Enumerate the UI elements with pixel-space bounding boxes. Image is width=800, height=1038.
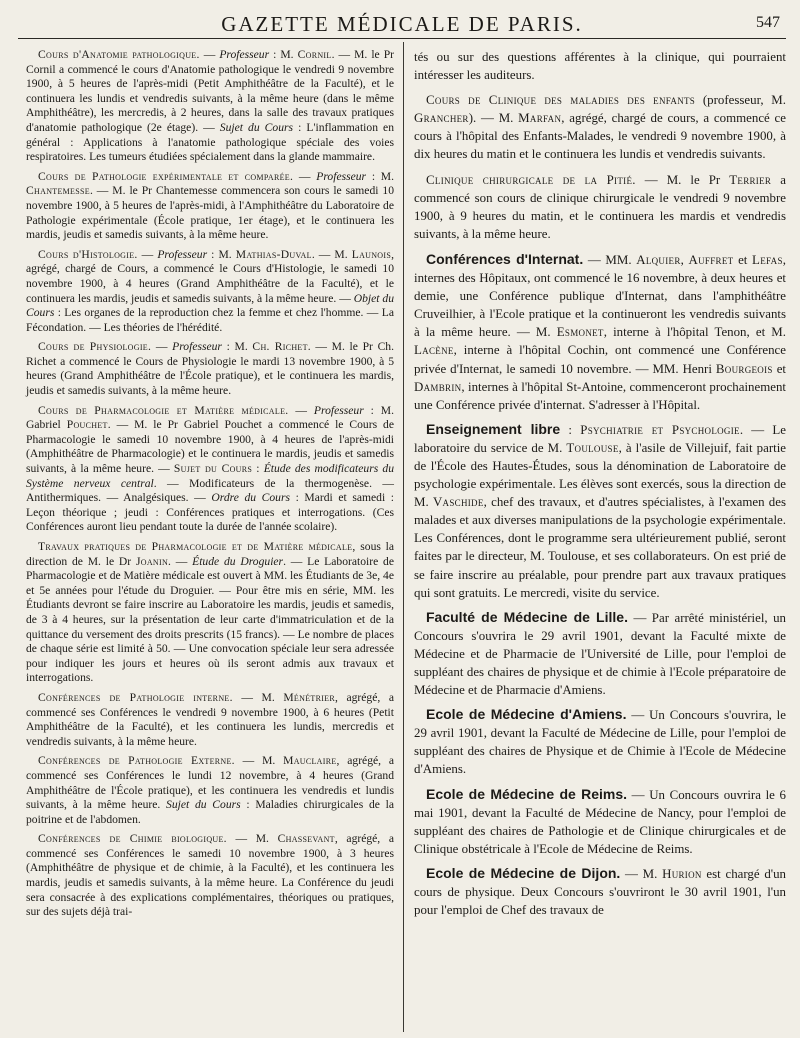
text-run: — M. le Pr <box>635 172 730 187</box>
text-run: Psychiatrie et Psychologie <box>580 422 740 437</box>
announcement-paragraph <box>26 754 394 827</box>
right-column <box>414 48 786 925</box>
text-run: Cours de Physiologie. <box>38 340 152 354</box>
text-run: — M. <box>226 832 278 846</box>
text-run: . — Le laboratoire du service de M. <box>414 422 787 455</box>
announcement-paragraph <box>26 691 394 749</box>
text-run: Dambrin <box>414 379 462 394</box>
text-run: Joanin <box>135 554 169 568</box>
text-run: Toulouse <box>566 440 619 455</box>
announcement-paragraph <box>414 91 786 163</box>
text-run: , agrégé, a commencé ses Conférences le vendredi 9 novembre 1900, à 6 heures (Petit Amphithéâtre de la Faculté), et les continuera les lundis, mercredis et vendredis suivants, à la même heure. <box>26 690 394 748</box>
text-run: Esmonet <box>556 325 604 340</box>
text-run: . — Modificateurs de la thermogenèse. — Antithermiques. — Analgésiques. — <box>26 476 394 505</box>
section-heading: Ecole de Médecine de Reims. <box>426 785 628 802</box>
section-heading: Enseignement libre <box>426 420 561 437</box>
text-run: sous la direction de M. le Dr <box>26 540 394 568</box>
announcement-paragraph <box>414 48 786 84</box>
text-run: Auffret <box>688 252 734 267</box>
text-run: Cours d'Histologie. <box>38 247 138 261</box>
text-run: : Mardi et samedi : Leçon théorique ; jeudi : Conférences pratiques et interrogations. (Ces Conférences auront lieu pendant toute la durée de l'année scolaire). <box>26 491 394 534</box>
text-run: et <box>733 252 753 267</box>
text-run: Chantemesse <box>26 184 90 198</box>
text-run: — <box>199 48 220 61</box>
text-run: Chassevant <box>277 832 335 846</box>
text-run: , interne à l'hôpital Cochin, ont commencé une Conférence privée d'Internat, le samedi 10 novembre. — MM. Henri <box>414 343 786 376</box>
text-run: — Un Concours ouvrira le 6 mai 1901, devant la Faculté de Médecine de Nancy, pour l'emploi de suppléant des chaires de Pathologie et de Clinique chirurgicales et de Clinique obstétricale à l'Ecole de Médecine de Reims. <box>414 787 786 856</box>
text-run: , internes des Hôpitaux, ont commencé le 16 novembre, à deux heures et demie, une Conférence publique d'Internat, dans l'amphithéâtre Cruveilhier, à l'Ecole pratique et la continueront les vendredis suivants à la même heure. — M. <box>414 252 786 340</box>
text-run: Professeur <box>157 247 208 261</box>
text-run: : <box>560 422 581 437</box>
text-run: — MM. <box>583 252 637 267</box>
announcement-paragraph <box>26 540 394 686</box>
text-run: : M. <box>207 247 236 261</box>
text-run: — <box>293 169 317 183</box>
text-run: Marfan <box>518 111 562 126</box>
text-run: Cours de Clinique des maladies des enfants <box>426 93 696 108</box>
announcement-paragraph <box>26 340 394 398</box>
text-run: Cornil <box>297 48 332 61</box>
text-run: Grancher <box>414 111 469 126</box>
text-run: , chef des travaux, et d'autres spécialistes, à l'examen des malades et aux diverses manipulations de la psychologie expérimentale. Les Conférences, dont le programme sera ultérieurement publié, seront faites par le directeur, M. Toulouse, et ses collaborateurs. On est prié de se faire inscrire au préalable, pour prendre part aux travaux pratiques qui sont gratuits. Le mercredi, visite du service. <box>414 495 786 600</box>
page-header <box>18 8 786 39</box>
text-run: — M. <box>232 690 284 704</box>
text-run: . — M. le Pr Chantemesse commencera son cours le samedi 10 novembre 1900, à 5 heures de l'après-midi, à l'Amphithéâtre du Laboratoire de Pathologie expérimentale (École pratique, 1er étage), et le continuera les mardis, jeudis et samedis suivants, à la même heure. <box>26 184 394 242</box>
announcement-paragraph <box>414 608 786 699</box>
text-run: Étude du Droguier <box>192 554 284 568</box>
text-run: : M. <box>366 169 395 183</box>
text-run: tés ou sur des questions afférentes à la clinique, qui pourraient intéresser les auditeurs. <box>414 50 786 83</box>
text-run: : M. <box>221 340 253 354</box>
text-run: Ordre du Cours <box>211 491 290 505</box>
text-run: . — <box>168 554 193 568</box>
announcement-paragraph <box>26 248 394 336</box>
announcement-paragraph <box>414 864 786 919</box>
text-run: Sujet du Cours <box>219 120 294 134</box>
announcement-paragraph <box>414 250 786 414</box>
text-run: Professeur <box>313 403 364 417</box>
section-heading: Conférences d'Internat. <box>426 250 584 267</box>
column-divider <box>403 42 404 1032</box>
announcement-paragraph <box>26 404 394 535</box>
text-run: . — M. le Pr Gabriel Pouchet a commencé le Cours de Pharmacologie le samedi 10 novembre 1900, à 4 heures de l'après-midi (Amphithéâtre de Pharmacologie) et le continuera le mardis, jeudis et samedis suivants, à la même heure. — <box>26 418 394 476</box>
text-run: . — M. le Pr Ch. Richet a commencé le Cours de Physiologie le mardi 13 novembre 1900, à 5 heures (Grand Amphithéâtre de l'École pratique), et le continuera les mardis, jeudis et samedis suivants, à la même heure. <box>26 340 394 398</box>
text-run: Vaschide <box>432 495 484 510</box>
announcement-paragraph <box>26 48 394 165</box>
announcement-paragraph <box>26 832 394 920</box>
text-run: . — M. <box>311 247 352 261</box>
text-run: . — Le Laboratoire de Pharmacologie et de Matière médicale est ouvert à MM. les Étudiants de 3e, 4e et 5e années pour l'étude du Droguier. — Pour être mis en série, MM. les Étudiants devront se faire inscrire au Laboratoire les mardis, jeudis et samedis, de 3 à 4 heures, sur la présentation de leur carte d'immatriculation et de la quittance du versement des droits prescrits (15 francs). — Le nombre de places de chaque série est limité à 50. — Une convocation spéciale leur sera adressée pour indiquer les jours et heures où ils seront admis aux travaux et interrogations. <box>26 554 394 685</box>
text-run: — <box>137 247 158 261</box>
text-run: Hurion <box>662 866 702 881</box>
text-run: Étude des modificateurs du Système nerveux central <box>26 462 394 490</box>
text-run: Ménétrier <box>283 690 335 704</box>
text-run: , <box>680 252 689 267</box>
text-run: Conférences de Pathologie Externe. <box>38 754 235 768</box>
text-run: Conférences de Chimie biologique. <box>38 832 227 846</box>
text-run: Objet du Cours <box>26 291 395 320</box>
journal-title: GAZETTE MÉDICALE DE PARIS. <box>221 12 583 36</box>
text-run: : M. <box>269 48 298 61</box>
text-run: Alquier <box>636 252 681 267</box>
text-run: Sujet du Cours <box>173 462 253 476</box>
text-run: — <box>288 403 314 417</box>
text-run: Pouchet <box>66 418 108 432</box>
text-run: — M. <box>234 754 284 768</box>
text-run: , agrégé, a commencé ses Conférences le samedi 10 novembre 1900, à 3 heures (Amphithéâtre de physique et de chimie, à la Faculté), et les continuera les mardis, jeudis et samedis suivants, à la même heure. La Conférence du jeudi sera consacrée à des explications complémentaires, théoriques ou pratiques, sur des sujets déjà trai- <box>26 832 394 919</box>
text-run: Lacène <box>414 343 454 358</box>
text-run: Launois <box>351 247 392 261</box>
section-heading: Faculté de Médecine de Lille. <box>426 608 628 625</box>
announcement-paragraph <box>414 171 786 243</box>
text-run: — M. <box>620 866 663 881</box>
text-run: : Les organes de la reproduction chez la femme et chez l'homme. — La Fécondation. — Les théories de l'hérédité. <box>26 306 394 334</box>
announcement-paragraph <box>414 420 786 602</box>
text-run: , agrégé, a commencé ses Conférences le lundi 12 novembre, à 4 heures (Grand Amphithéâtre de l'École pratique), et les continuera les vendredis et lundis suivants, à la même heure. <box>26 754 394 812</box>
text-run: Professeur <box>219 48 270 61</box>
text-run: : L'inflammation en général : Applications à l'anatomie pathologique spéciale des voies respiratoires. Les tumeurs étudiées spécialement dans la glande mammaire. <box>26 120 394 164</box>
text-run: , agrégé, chargé de cours, a commencé ce cours à l'hôpital des Enfants-Malades, le vendredi 9 novembre 1900, à dix heures du matin et le continuera les lundis et vendredis suivants. <box>414 111 786 162</box>
text-run: — Par arrêté ministériel, un Concours s'ouvrira le 29 avril 1901, devant la Faculté mixte de Médecine et de Pharmacie de l'Université de Lille, pour l'emploi de suppléant des chaires de physique et de chimie à l'Ecole préparatoire de Médecine et de Pharmacie d'Amiens. <box>414 610 786 698</box>
text-run: Conférences de Pathologie interne. <box>38 690 233 704</box>
announcement-paragraph <box>414 705 786 778</box>
text-run: Travaux pratiques de Pharmacologie et de Matière médicale, <box>38 540 356 553</box>
text-run: Clinique chirurgicale de la Pitié. <box>426 172 636 187</box>
text-run: Terrier <box>729 172 772 187</box>
announcement-paragraph <box>26 170 394 243</box>
text-run: Mauclaire <box>283 754 337 768</box>
text-run: , à l'asile de Villejuif, fait partie de l'École des Hautes-Études, sous la dénomination de Laboratoire de psychologie expérimentale. Les élèves sont exercés, sous la direction de M. <box>414 440 786 510</box>
text-run: Cours de Pathologie expérimentale et comparée. <box>38 169 294 183</box>
section-heading: Ecole de Médecine de Dijon. <box>426 864 621 881</box>
section-heading: Ecole de Médecine d'Amiens. <box>426 706 627 723</box>
text-run: ). — M. <box>468 111 519 126</box>
text-run: : Maladies chirurgicales de la poitrine et de l'abdomen. <box>26 798 394 826</box>
announcement-paragraph <box>414 785 786 858</box>
text-run: a commencé son cours de clinique chirurgicale le vendredi 9 novembre 1900, à 9 heures du matin, et le continuera les mardis et vendredis suivants, à la même heure. <box>414 172 786 241</box>
text-run: , interne à l'hôpital Tenon, et M. <box>603 325 786 340</box>
left-column <box>26 48 394 925</box>
text-run: . — M. le Pr Cornil a commencé le cours d'Anatomie pathologique le vendredi 9 novembre 1900, à 5 heures de l'après-midi (Petit Amphithéâtre de la Faculté), et le continuera les lundis et vendredis suivants, à la même heure (dans le même Amphithéâtre), les mercredis, à 2 heures, dans la salle des travaux pratiques d'anatomie pathologique (2e étage). — <box>26 48 395 134</box>
text-run: — Un Concours s'ouvrira, le 29 avril 1901, devant la Faculté de Médecine de Lille, pour l'emploi de suppléant des chaires de Physique et de Chimie à l'Ecole de Médecine d'Amiens. <box>414 708 786 777</box>
text-run: , internes à l'hôpital St-Antoine, commenceront prochainement une Conférence privée d'internat. S'adresser à l'Hôpital. <box>414 379 786 412</box>
text-run: (professeur, M. <box>695 93 786 108</box>
text-run: Cours de Pharmacologie et Matière médicale. <box>38 403 289 417</box>
text-run: Professeur <box>316 169 367 183</box>
text-run: , agrégé, chargé de Cours, a commencé le Cours d'Histologie, le samedi 10 novembre 1900, à 4 heures (Grand Amphithéâtre de la Faculté), et le continuera les mardis, jeudis et samedis suivants, à la même heure. — <box>26 247 394 305</box>
text-run: Sujet du Cours <box>166 798 241 812</box>
text-run: Lefas <box>752 252 783 267</box>
text-run: Cours d'Anatomie pathologique. <box>38 48 200 61</box>
text-run: et <box>772 361 786 376</box>
text-run: — <box>151 340 173 354</box>
text-run: : <box>252 462 264 476</box>
page-number: 547 <box>756 14 780 31</box>
text-run: Mathias-Duval <box>235 247 312 261</box>
text-run: : M. Gabriel <box>26 403 394 432</box>
text-run: Ch. Richet <box>252 340 308 354</box>
text-run: Bourgeois <box>715 361 773 376</box>
text-run: est chargé d'un cours de physique. Deux Concours s'ouvriront le 30 avril 1901, l'un pour l'emploi de Chef des travaux de <box>414 866 786 918</box>
text-run: Professeur <box>172 340 222 354</box>
